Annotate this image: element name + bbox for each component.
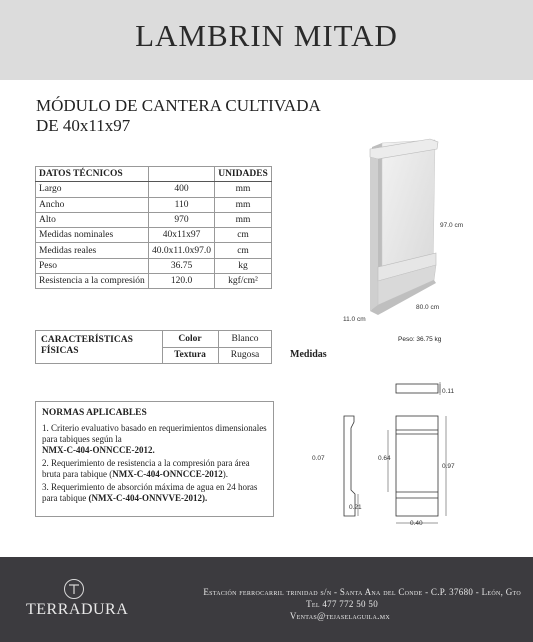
table-row: [36, 243, 272, 258]
row-label: Largo: [36, 182, 149, 197]
technical-drawing: [300, 378, 470, 528]
table-header-value: [149, 167, 215, 182]
row-value: 120.0: [149, 274, 215, 289]
row-unit: kg: [215, 258, 272, 273]
brand-logo-icon: [64, 579, 84, 599]
drawing-width: 0.40: [410, 520, 423, 527]
row-unit: mm: [215, 212, 272, 227]
row-unit: kgf/cm²: [215, 274, 272, 289]
characteristics-box: [35, 330, 272, 364]
standard-code: NMX-C-404-ONNCCE-2012: [112, 469, 223, 479]
drawing-total-height: 0.97: [442, 463, 455, 470]
tech-data-table: [35, 166, 272, 289]
table-header-label: DATOS TÉCNICOS: [36, 167, 149, 182]
header-band: [0, 0, 533, 80]
standard-item: [42, 423, 267, 456]
standard-text: 1. Criterio evaluativo basado en requerimientos dimensionales para tabiques según la: [42, 423, 267, 444]
row-unit: cm: [215, 228, 272, 243]
footer-address: Estación ferrocarril trinidad s/n - Santa Ana del Conde - C.P. 37680 - León, Gto: [203, 587, 521, 597]
row-label: Medidas reales: [36, 243, 149, 258]
row-value: 110: [149, 197, 215, 212]
product-illustration: [340, 135, 450, 320]
color-value: Blanco: [231, 334, 259, 344]
color-row: [162, 331, 272, 347]
table-row: [36, 274, 272, 289]
drawing-left-offset: 0.07: [312, 455, 325, 462]
depth-dim: 11.0 cm: [343, 316, 366, 323]
table-row: [36, 197, 272, 212]
characteristics-label-line-2: FÍSICAS: [41, 346, 79, 356]
texture-row: [162, 347, 272, 363]
drawing-inner-height: 0.64: [378, 455, 391, 462]
texture-value: Rugosa: [230, 350, 260, 360]
height-dim: 97.0 cm: [440, 222, 464, 229]
footer-phone: Tel 477 772 50 50: [306, 599, 378, 609]
drawing-base-height: 0.21: [349, 504, 362, 511]
standard-text: 3. Requerimiento de absorción máxima de agua en 24 horas para tabique: [42, 482, 258, 503]
standards-title: NORMAS APLICABLES: [42, 408, 147, 418]
table-row: [36, 212, 272, 227]
footer-email[interactable]: Ventas@tejaselaguila.mx: [289, 611, 390, 621]
brand-name: TERRADURA: [26, 601, 129, 618]
table-header-row: [36, 167, 272, 182]
row-label: Resistencia a la compresión: [36, 274, 149, 289]
row-value: 400: [149, 182, 215, 197]
drawing-top-thickness: 0.11: [442, 388, 455, 395]
product-subtitle: [36, 96, 321, 136]
weight-note: Peso: 36.75 kg: [398, 336, 442, 343]
footer: [0, 557, 533, 642]
table-row: [36, 258, 272, 273]
subtitle-line-1: MÓDULO DE CANTERA CULTIVADA: [36, 96, 321, 115]
color-key: Color: [178, 334, 202, 344]
row-label: Alto: [36, 212, 149, 227]
width-dim: 80.0 cm: [416, 304, 440, 311]
texture-key: Textura: [174, 350, 206, 360]
standard-item: [42, 458, 267, 480]
standard-code: NMX-C-404-ONNCCE-2012.: [42, 445, 155, 455]
row-label: Peso: [36, 258, 149, 273]
table-header-units: UNIDADES: [215, 167, 272, 182]
measures-label: Medidas: [290, 349, 327, 360]
page-title: LAMBRIN MITAD: [135, 18, 398, 53]
table-row: [36, 182, 272, 197]
row-value: 970: [149, 212, 215, 227]
characteristics-label: [41, 335, 133, 357]
row-value: 40.0x11.0x97.0: [149, 243, 215, 258]
standard-code: (NMX-C-404-ONNVVE-2012).: [88, 493, 208, 503]
row-label: Medidas nominales: [36, 228, 149, 243]
table-row: [36, 228, 272, 243]
subtitle-line-2: DE 40x11x97: [36, 116, 131, 135]
standard-item: [42, 482, 267, 504]
row-value: 40x11x97: [149, 228, 215, 243]
characteristics-label-line-1: CARACTERÍSTICAS: [41, 335, 133, 345]
standards-box: [35, 401, 274, 517]
standard-text: 2. Requerimiento de resistencia a la compresión para área bruta para tabique (: [42, 458, 250, 479]
row-value: 36.75: [149, 258, 215, 273]
row-unit: mm: [215, 197, 272, 212]
row-label: Ancho: [36, 197, 149, 212]
standard-text: ).: [222, 469, 228, 479]
row-unit: cm: [215, 243, 272, 258]
row-unit: mm: [215, 182, 272, 197]
